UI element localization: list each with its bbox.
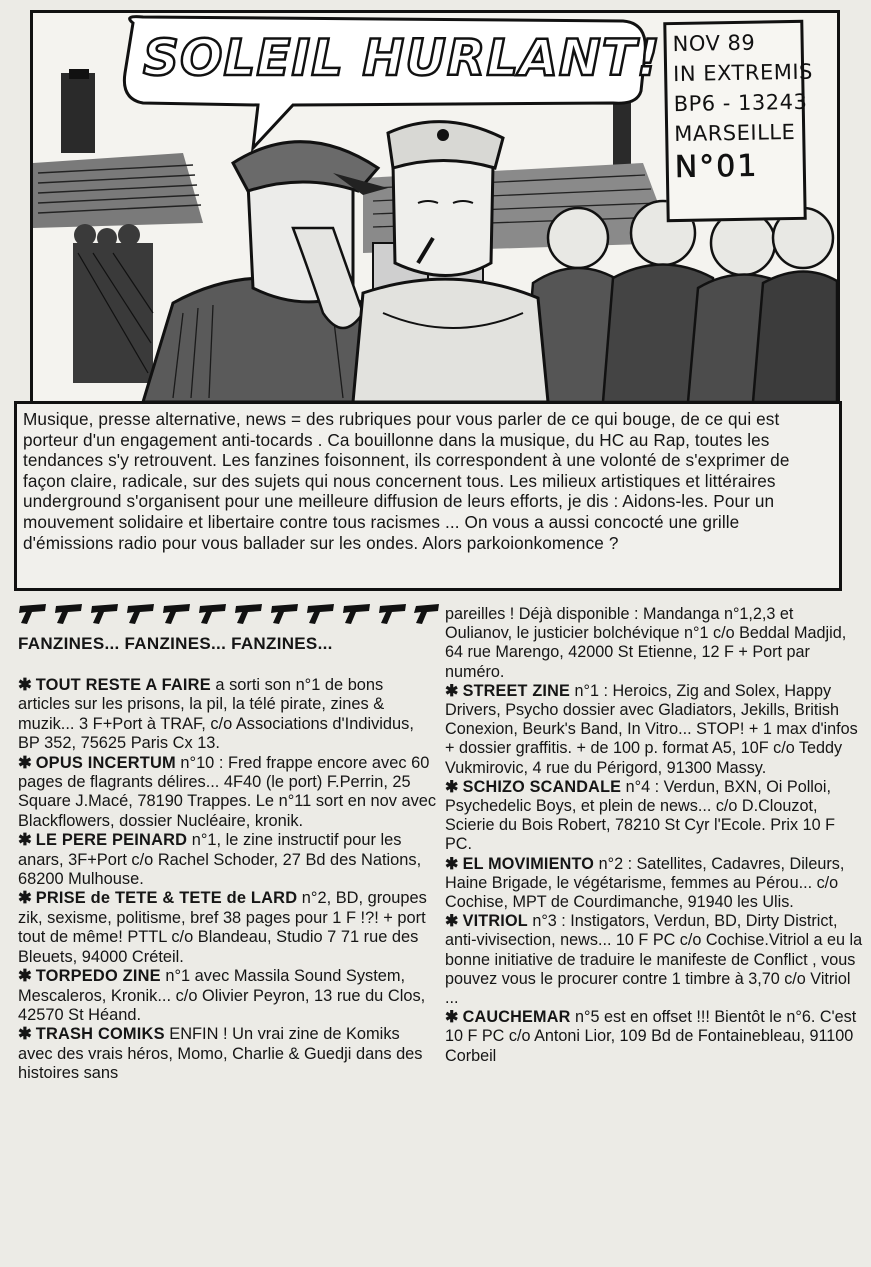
entry-title: EL MOVIMIENTO [462,854,595,873]
intro-box: Musique, presse alternative, news = des rubriques pour vous parler de ce qui bouge, de ce qui est porteur d'un engagement anti-tocards . Ca bouillonne dans la musique, du HC au Rap, toutes les tendances s'y retrouvent. Les fanzines foisonnent, ils correspondent à une volonté de s'exprimer de façon claire, radicale, sur des sujets qui nous concernent tous. Les milieux artistiques et littéraires underground s'organisent pour une meilleure diffusion de leurs efforts, je dis : Aidons-les. Pour un mouvement solidaire et libertaire contre tous racismes ... On vous a aussi concocté une grille d'émissions radio pour vous ballader sur les ondes. Alors parkoionkomence ? [14,401,842,591]
zine-title: SOLEIL HURLANT! [143,29,661,87]
fanzine-entry [18,831,438,889]
fanzine-entry [18,967,438,1025]
fanzine-entry [445,778,863,855]
asterisk-icon: ✱ [445,777,459,796]
asterisk-icon: ✱ [18,1025,32,1044]
entry-text: ENFIN ! Un vrai zine de Komiks avec des vrais héros, Momo, Charlie & Guedji dans des histoires sans [18,1025,423,1083]
asterisk-icon: ✱ [445,912,459,931]
asterisk-icon: ✱ [18,889,32,908]
section-heading: FANZINES... FANZINES... FANZINES... [18,634,333,653]
entry-title: CAUCHEMAR [462,1008,571,1027]
issue-sign [663,20,814,222]
entry-text: a sorti son n°1 de bons articles sur les prisons, la pil, la télé pirate, zines & muzik... 3 F+Port à TRAF, c/o Associations d'Individus, BP 352, 75625 Paris Cx 13. [18,676,414,753]
sign-line: BP6 - 13243 [673,89,808,117]
entry-continuation: pareilles ! Déjà disponible : Mandanga n°1,2,3 et Oulianov, le justicier bolchévique n°1 c/o Beddal Madjid, 64 rue Marengo, 42000 St Etienne, 12 F + Port par numéro. [445,605,847,681]
sign-line: MARSEILLE [674,119,796,147]
entry-title: OPUS INCERTUM [35,753,176,772]
entry-text: n°4 : Verdun, BXN, Oi Polloi, Psychedelic Boys, et plein de news... c/o D.Clouzot, Scierie du Bois Robert, 78210 St Cyr l'Ecole. Prix 10 F PC. [445,777,835,854]
asterisk-icon: ✱ [18,676,32,694]
entry-title: STREET ZINE [462,681,571,700]
fanzine-entry [445,682,863,778]
comic-panel [30,10,840,405]
decorative-rule [18,602,440,628]
entry-text: n°1 : Heroics, Zig and Solex, Happy Drivers, Psycho dossier avec Gladiators, Jekills, British Conexion, Beurk's Band, In Vitro... STOP! + 1 max d'infos + dossier graffitis. + de 100 p. format A5, 10F c/o Teddy Vukmirovic, 4 rue du Périgord, 91300 Massy. [445,681,858,777]
right-column [445,605,863,1066]
fanzine-entry [445,855,863,913]
issue-number: N°01 [674,148,759,186]
asterisk-icon: ✱ [18,831,32,850]
fanzine-entry [445,912,863,1008]
fanzine-entry [18,1025,438,1083]
entry-text: n°1 avec Massila Sound System, Mescaleros, Kronik... c/o Olivier Peyron, 13 rue du Clos, 42570 St Héand. [18,967,426,1024]
entry-text: n°3 : Instigators, Verdun, BD, Dirty District, anti-vivisection, news... 10 F PC c/o Cochise.Vitriol a eu la bonne initiative de traduire le manifeste de Conflict , vous pouvez vous le procurer contre 1 timbre à 3,70 c/o Vitriol ... [445,912,863,1008]
sign-line: NOV 89 [672,30,756,57]
fanzine-entry [18,889,438,967]
entry-title: PRISE de TETE & TETE de LARD [35,889,298,908]
fanzine-entry [445,1008,863,1066]
entry-title: TORPEDO ZINE [35,967,161,986]
entry-title: TOUT RESTE A FAIRE [35,676,211,694]
entry-text: n°5 est en offset !!! Bientôt le n°6. C'est 10 F PC c/o Antoni Lior, 109 Bd de Fontainebleau, 91100 Corbeil [445,1008,857,1065]
entry-title: TRASH COMIKS [35,1025,165,1044]
asterisk-icon: ✱ [445,1008,459,1027]
sign-line: IN EXTREMIS [672,59,814,87]
asterisk-icon: ✱ [18,967,32,986]
entry-text: n°10 : Fred frappe encore avec 60 pages de flagrants délires... 4F40 (le port) F.Perrin, 25 Square J.Macé, 78190 Trappes. Le n°11 sort en nov avec Blackflowers, dossier Nucléaire, kronik. [18,753,437,830]
fanzine-entry [18,676,438,754]
asterisk-icon: ✱ [445,681,459,700]
entry-title: LE PERE PEINARD [35,831,188,850]
fanzine-entry [18,754,438,832]
entry-title: VITRIOL [462,912,528,931]
entry-text: n°1, le zine instructif pour les anars, 3F+Port c/o Rachel Schoder, 27 Bd des Nations, 68200 Mulhouse. [18,831,422,889]
left-column [18,632,438,1084]
entry-text: n°2 : Satellites, Cadavres, Dileurs, Haine Brigade, le végétarisme, femmes au Pérou... c/o Cochise, MPT de Courdimanche, 91940 les Ulis. [445,854,845,912]
asterisk-icon: ✱ [445,854,459,873]
asterisk-icon: ✱ [18,753,32,772]
entry-text: n°2, BD, groupes zik, sexisme, politisme, bref 38 pages pour 1 F !?! + port tout de même! PTTL c/o Blandeau, Studio 7 71 rue des Bleuets, 94000 Créteil. [18,889,427,966]
entry-title: SCHIZO SCANDALE [462,777,622,796]
